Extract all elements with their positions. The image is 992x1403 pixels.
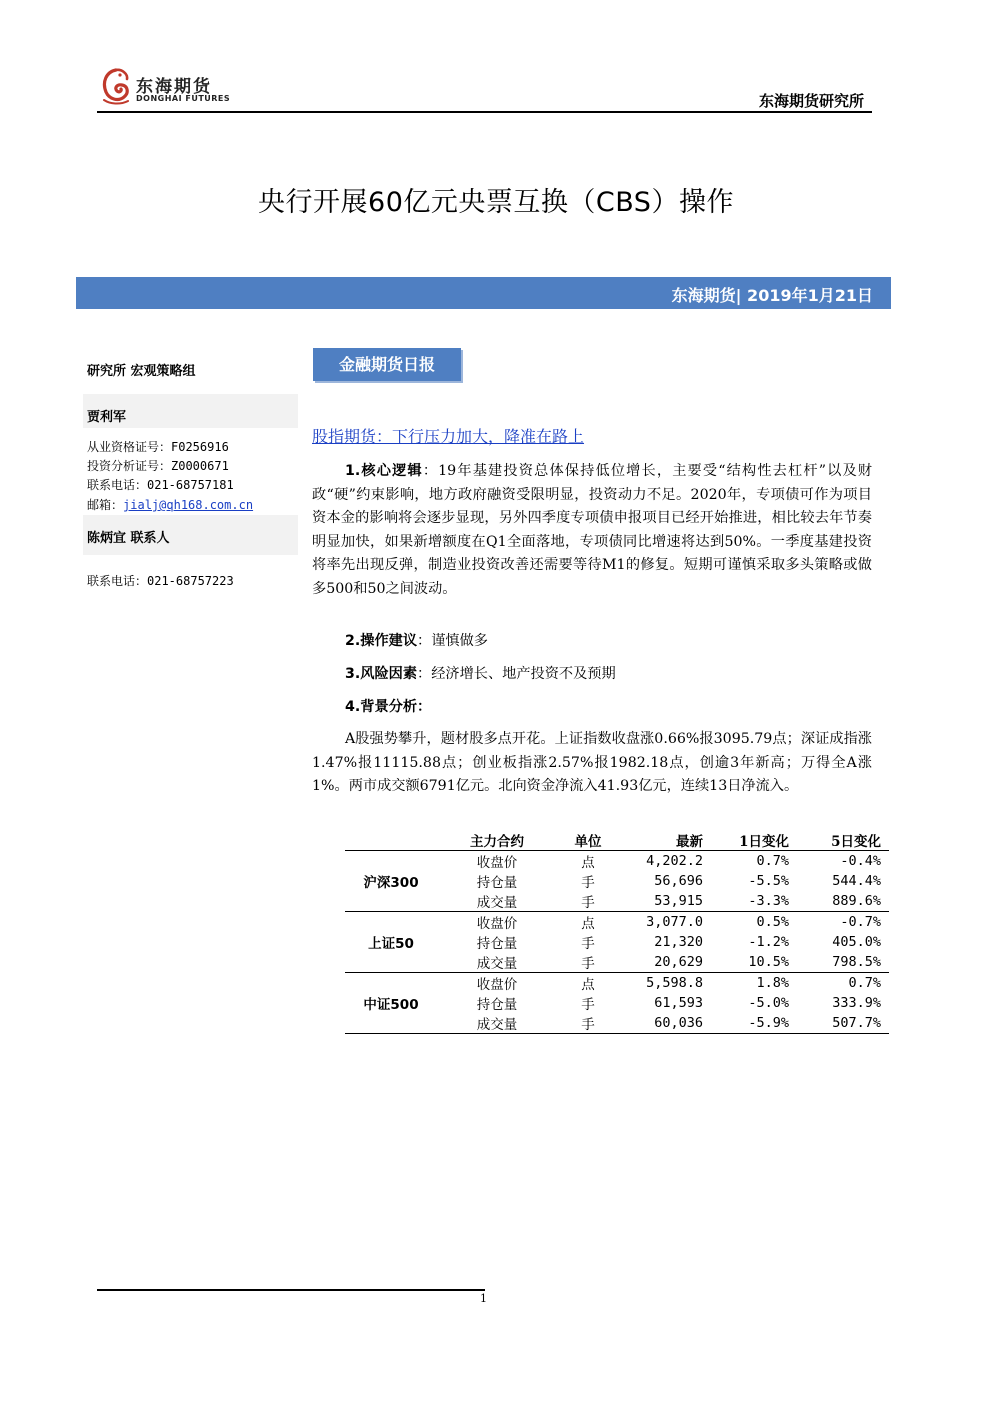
table-cell: -3.3% — [711, 891, 797, 912]
analyst1-phone: 联系电话：021-68757181 — [87, 478, 234, 492]
table-cell: 0.7% — [756, 853, 789, 869]
risk-factors-text: ：经济增长、地产投资不及预期 — [417, 666, 616, 682]
table-cell: 收盘价 — [476, 855, 518, 871]
table-cell: 手 — [557, 952, 619, 973]
table-cell: 0.5% — [756, 914, 789, 930]
report-type-badge: 金融期货日报 — [313, 348, 461, 381]
footer-divider — [97, 1289, 485, 1291]
table-cell: 798.5% — [797, 952, 889, 973]
table-row — [345, 973, 889, 994]
table-cell: 507.7% — [797, 1013, 889, 1034]
header-divider — [97, 111, 872, 113]
analyst1-email-link[interactable]: jialj@qh168.com.cn — [123, 498, 254, 512]
table-cell: 56,696 — [654, 873, 703, 889]
table-cell: -0.4% — [840, 853, 881, 869]
table-cell: -1.2% — [748, 934, 789, 950]
table-cell: 手 — [581, 997, 595, 1013]
background-analysis-paragraph: A股强势攀升，题材股多点开花。上证指数收盘涨0.66%报3095.79点；深证成指涨1.47%报11115.88点；创业板指涨2.57%报1982.18点，创逾3年新高；万得全A涨1%。两市成交额6791亿元。北向资金净流入41.93亿元，连续13日净流入。 — [312, 731, 872, 794]
table-cell: 4,202.2 — [646, 853, 703, 869]
core-logic-label: 1.核心逻辑 — [345, 463, 423, 479]
operation-advice-text: ：谨慎做多 — [417, 633, 488, 649]
table-cell: 21,320 — [654, 934, 703, 950]
analyst1-investment-cert: 投资分析证号：Z0000671 — [87, 459, 229, 473]
column-header — [345, 830, 437, 851]
column-header: 单位 — [557, 830, 619, 851]
analyst2-phone: 联系电话：021-68757223 — [87, 574, 234, 588]
operation-advice-label: 2.操作建议 — [345, 633, 418, 649]
table-cell: -5.0% — [748, 995, 789, 1011]
table-cell: 持仓量 — [476, 875, 518, 891]
analyst1-email-row — [87, 496, 253, 513]
header-institute: 东海期货研究所 — [758, 92, 864, 110]
analyst1-qualification: 从业资格证号：F0256916 — [87, 440, 229, 454]
table-cell: 61,593 — [654, 995, 703, 1011]
table-cell: 收盘价 — [476, 916, 518, 932]
sidebar-department: 研究所 宏观策略组 — [87, 364, 196, 379]
section-heading[interactable]: 股指期货：下行压力加大，降准在路上 — [312, 427, 585, 446]
date-banner-text: 东海期货| 2019年1月21日 — [671, 286, 873, 305]
table-cell: -5.5% — [748, 873, 789, 889]
column-header: 5日变化 — [797, 830, 889, 851]
table-row — [345, 912, 889, 933]
table-cell: -5.9% — [711, 1013, 797, 1034]
risk-factors-label: 3.风险因素 — [345, 666, 418, 682]
table-row — [345, 851, 889, 872]
table-cell: 收盘价 — [476, 977, 518, 993]
table-cell: 持仓量 — [476, 936, 518, 952]
contract-name: 上证50 — [345, 912, 437, 973]
background-analysis-label: 4.背景分析 — [345, 699, 418, 715]
table-cell: -0.7% — [840, 914, 881, 930]
logo-english-name: DONGHAI FUTURES — [136, 94, 231, 103]
page-title: 央行开展60亿元央票互换（CBS）操作 — [258, 187, 734, 218]
background-analysis-colon: ： — [417, 699, 432, 715]
company-logo — [98, 66, 238, 108]
table-cell: 10.5% — [711, 952, 797, 973]
table-cell: 点 — [581, 855, 595, 871]
table-cell: 20,629 — [619, 952, 711, 973]
page-number: 1 — [480, 1292, 487, 1305]
table-cell: 持仓量 — [476, 997, 518, 1013]
table-cell: 1.8% — [756, 975, 789, 991]
date-banner — [76, 277, 891, 309]
contract-name: 中证500 — [345, 973, 437, 1034]
futures-data-table — [345, 830, 889, 1034]
core-logic-paragraph — [312, 460, 872, 601]
email-label: 邮箱： — [87, 498, 124, 512]
contract-name: 沪深300 — [345, 851, 437, 912]
dragon-logo-icon — [98, 66, 134, 106]
background-analysis-heading — [345, 696, 431, 716]
column-header: 1日变化 — [711, 830, 797, 851]
table-cell: 544.4% — [832, 873, 881, 889]
table-cell: 手 — [581, 875, 595, 891]
table-cell: 60,036 — [619, 1013, 711, 1034]
table-cell: 3,077.0 — [646, 914, 703, 930]
table-cell: 405.0% — [832, 934, 881, 950]
logo-chinese-name: 东海期货 — [136, 77, 212, 97]
analyst2-name: 陈炳宜 联系人 — [87, 531, 170, 546]
analyst1-name: 贾利军 — [87, 410, 127, 425]
table-cell: 手 — [581, 936, 595, 952]
table-cell: 点 — [581, 916, 595, 932]
operation-advice — [345, 630, 488, 650]
table-cell: 手 — [557, 1013, 619, 1034]
table-cell: 手 — [557, 891, 619, 912]
table-cell: 点 — [581, 977, 595, 993]
table-header-row — [345, 830, 889, 851]
table-cell: 成交量 — [437, 891, 557, 912]
table-cell: 53,915 — [619, 891, 711, 912]
table-cell: 0.7% — [848, 975, 881, 991]
table-cell: 889.6% — [797, 891, 889, 912]
table-cell: 成交量 — [437, 952, 557, 973]
table-cell: 5,598.8 — [646, 975, 703, 991]
risk-factors — [345, 663, 616, 683]
column-header: 主力合约 — [437, 830, 557, 851]
table-cell: 成交量 — [437, 1013, 557, 1034]
core-logic-text: ：19年基建投资总体保持低位增长，主要受“结构性去杠杆”以及财政“硬”约束影响，地方政府融资受限明显，投资动力不足。2020年，专项债可作为项目资本金的影响将会逐步显现，另外四季度专项债申报项目已经开始推进，相比较去年节奏明显加快，如果新增额度在Q1全面落地，专项债同比增速将达到50%。一季度基建投资将率先出现反弹，制造业投资改善还需要等待M1的修复。短期可谨慎采取多头策略或做多500和50之间波动。 — [312, 463, 873, 597]
table-cell: 333.9% — [832, 995, 881, 1011]
column-header: 最新 — [619, 830, 711, 851]
